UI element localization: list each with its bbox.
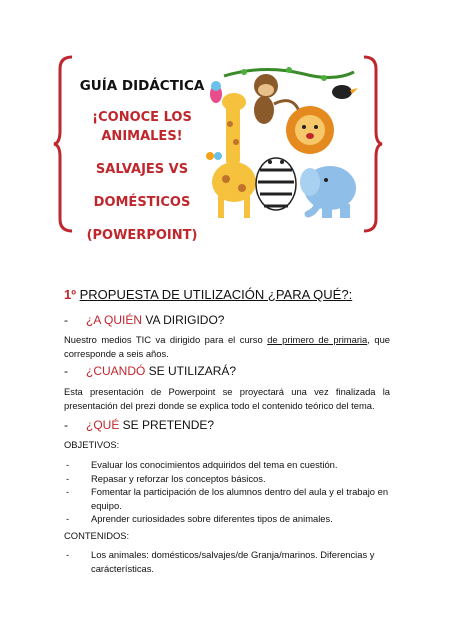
list-item-text: Evaluar los conocimientos adquiridos del tema en cuestión. [91,459,338,470]
section-number: 1º [64,287,76,302]
question-a-quien [64,313,224,327]
objetivos-label: OBJETIVOS: [64,439,120,450]
dash: - [64,364,68,378]
title-line-conoce: ¡CONOCE LOS [92,110,192,125]
list-item: - Fomentar la participación de los alumnos dentro del aula y el trabajo en equipo. [66,486,389,511]
title-line-animales: ANIMALES! [101,129,183,144]
paragraph-cuando: Esta presentación de Powerpoint se proyectará una vez finalizada la presentación del prezi donde se explica todo el contenido teórico del tema. [64,386,390,411]
list-item: - Repasar y reforzar los conceptos básicos. [66,472,266,484]
paragraph-dirigido [64,333,390,361]
title-line-domesticos: DOMÉSTICOS [93,195,191,210]
list-item: - Evaluar los conocimientos adquiridos del tema en cuestión. [66,459,338,470]
question-highlight: ¿A QUIÉN [86,313,143,327]
guide-title: GUÍA DIDÁCTICA [79,78,205,94]
question-rest: SE UTILIZARÁ? [145,364,237,378]
title-block [72,72,212,245]
section-title: PROPUESTA DE UTILIZACIÓN ¿PARA QUÉ?: [79,287,353,302]
question-cuando [64,364,236,378]
question-rest: VA DIRIGIDO? [142,313,225,327]
list-item-text: Los animales: domésticos/salvajes/de Granja/marinos. Diferencias y carácterísticas. [91,549,375,574]
right-brace-icon [360,55,384,233]
objetivos-list [64,458,390,526]
contenidos-label: CONTENIDOS: [64,530,130,541]
title-line-powerpoint: (POWERPOINT) [86,228,198,243]
contenidos-list [64,548,390,575]
question-highlight: ¿QUÉ [86,418,120,432]
question-highlight: ¿CUANDÓ [86,364,146,378]
list-item: - Aprender curiosidades sobre diferentes tipos de animales. [66,513,333,524]
paragraph-text: Nuestro medios TIC va dirigido para el curso [64,334,268,345]
list-item: - Los animales: domésticos/salvajes/de Granja/marinos. Diferencias y carácterísticas. [66,549,375,574]
question-que [64,418,214,432]
dash: - [64,418,68,432]
cartoon-animals-icon [204,64,362,224]
paragraph-text: , que corresponde a seis años. [64,334,390,359]
list-item-text: Fomentar la participación de los alumnos dentro del aula y el trabajo en equipo. [91,486,389,511]
list-item-text: Repasar y reforzar los conceptos básicos. [91,472,266,484]
question-rest: SE PRETENDE? [119,418,215,432]
section-heading [64,287,352,302]
underlined-text: de primero de primaria [267,334,368,345]
list-item-text: Aprender curiosidades sobre diferentes tipos de animales. [91,513,333,524]
dash: - [64,313,68,327]
title-line-salvajes: SALVAJES VS [95,162,189,177]
